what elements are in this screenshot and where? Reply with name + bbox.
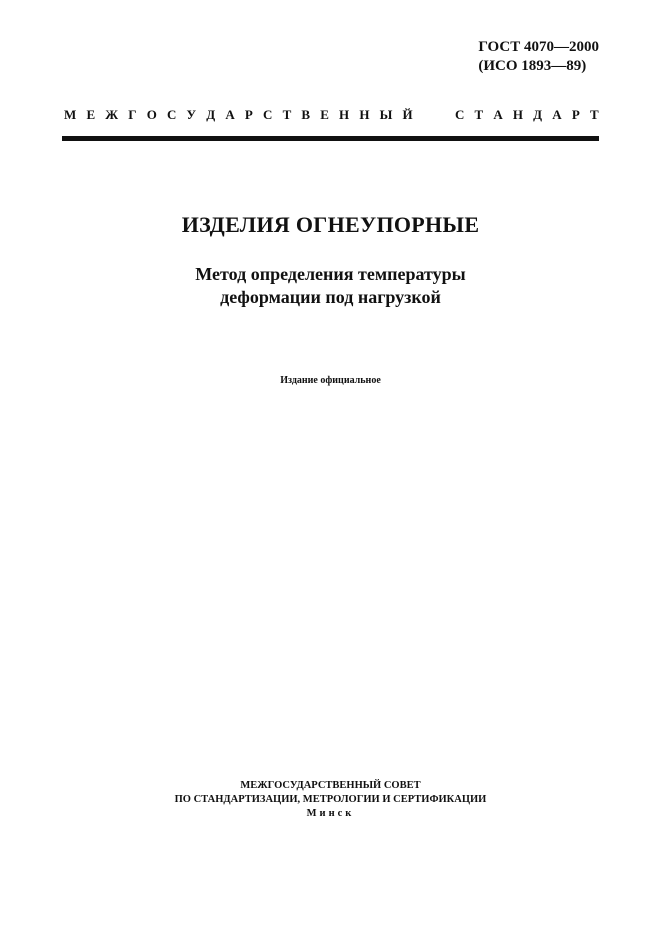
- heading-letter: Й: [402, 107, 413, 122]
- edition-note: Издание официальное: [280, 375, 381, 386]
- heading-letter: Т: [282, 107, 292, 122]
- document-code-block: [478, 38, 599, 76]
- gost-number: ГОСТ 4070—2000: [478, 39, 599, 55]
- heading-letter: С: [263, 107, 273, 122]
- document-subtitle: [0, 263, 661, 309]
- word-gap: [423, 107, 445, 123]
- heading-letter: Г: [128, 107, 137, 122]
- heading-letter: Р: [244, 107, 253, 122]
- heading-letter: В: [301, 107, 311, 122]
- heading-letter: Н: [339, 107, 350, 122]
- heading-letter: С: [167, 107, 177, 122]
- heading-letter: А: [552, 107, 562, 122]
- publisher-city: Минск: [306, 808, 355, 819]
- heading-letter: Т: [474, 107, 484, 122]
- heading-letter: О: [146, 107, 157, 122]
- publisher-block: [0, 779, 661, 821]
- heading-letter: Т: [589, 107, 599, 122]
- iso-number: (ИСО 1893—89): [478, 58, 587, 74]
- publisher-line-1: МЕЖГОСУДАРСТВЕННЫЙ СОВЕТ: [240, 780, 421, 791]
- publisher-line-2: ПО СТАНДАРТИЗАЦИИ, МЕТРОЛОГИИ И СЕРТИФИКАЦИИ: [174, 794, 487, 805]
- heading-letter: У: [186, 107, 197, 122]
- heading-letter: А: [225, 107, 235, 122]
- heading-letter: Н: [512, 107, 524, 122]
- heading-letter: А: [493, 107, 503, 122]
- heading-letter: Ы: [379, 107, 393, 122]
- heading-letter: Р: [571, 107, 580, 122]
- heading-letter: Е: [86, 107, 96, 122]
- heading-letter: Н: [359, 107, 370, 122]
- subtitle-line-2: деформации под нагрузкой: [220, 287, 441, 307]
- heading-letter: Ж: [105, 107, 119, 122]
- standard-type-heading: [64, 107, 599, 123]
- heading-letter: Д: [206, 107, 216, 122]
- subtitle-line-1: Метод определения температуры: [195, 264, 466, 284]
- heading-letter: Д: [533, 107, 543, 122]
- header-divider: [62, 136, 599, 141]
- heading-letter: Е: [320, 107, 329, 122]
- heading-letter: С: [454, 107, 465, 122]
- document-title: ИЗДЕЛИЯ ОГНЕУПОРНЫЕ: [181, 212, 480, 237]
- heading-letter: М: [64, 107, 77, 122]
